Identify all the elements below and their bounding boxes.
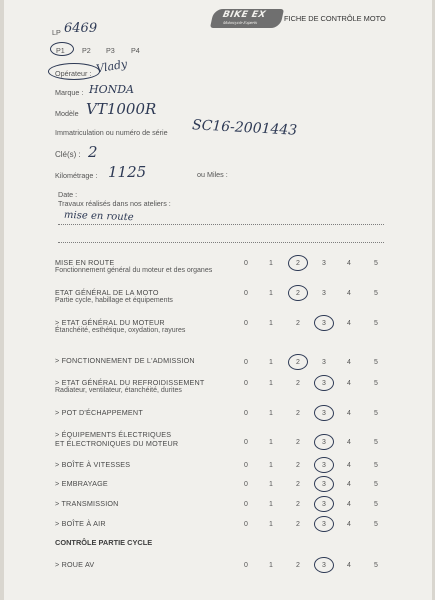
score-option: 3 — [322, 562, 326, 569]
miles-label: ou Miles : — [197, 170, 228, 179]
score-circle — [287, 254, 308, 271]
operateur-value: Vlady — [95, 57, 129, 76]
score-option: 5 — [374, 501, 378, 508]
page-p4: P4 — [131, 46, 140, 55]
row-title: > ROUE AV — [55, 560, 95, 569]
score-option: 4 — [347, 462, 351, 469]
score-option: 5 — [374, 462, 378, 469]
score-option: 4 — [347, 290, 351, 297]
score-option: 1 — [269, 521, 273, 528]
score-circle — [313, 495, 334, 512]
row-subtitle: Partie cycle, habillage et équipements — [55, 297, 173, 304]
score-circle — [314, 457, 334, 473]
travaux-value: mise en route — [63, 209, 134, 224]
kilometrage-value: 1125 — [108, 163, 147, 181]
row-title: > FONCTIONNEMENT DE L'ADMISSION — [55, 356, 195, 365]
score-option: 2 — [296, 380, 300, 387]
score-option: 2 — [296, 501, 300, 508]
score-option: 1 — [269, 359, 273, 366]
row-title: MISE EN ROUTE — [55, 258, 115, 267]
score-option: 0 — [244, 359, 248, 366]
score-option: 3 — [322, 380, 326, 387]
score-option: 5 — [374, 359, 378, 366]
score-option: 3 — [322, 320, 326, 327]
page-p1: P1 — [56, 46, 65, 55]
score-option: 3 — [322, 290, 326, 297]
score-option: 2 — [296, 359, 300, 366]
score-option: 3 — [322, 481, 326, 488]
score-option: 0 — [244, 260, 248, 267]
score-option: 0 — [244, 481, 248, 488]
score-option: 5 — [374, 410, 378, 417]
score-circle — [313, 433, 334, 450]
logo-text: BIKE EX — [221, 10, 267, 20]
marque-label: Marque : — [55, 88, 84, 97]
row-title: > POT D'ÉCHAPPEMENT — [55, 408, 143, 417]
score-option: 4 — [347, 481, 351, 488]
score-option: 4 — [347, 260, 351, 267]
row-title: > EMBRAYAGE — [55, 479, 108, 488]
travaux-line-2 — [58, 242, 384, 243]
lp-value: 6469 — [64, 21, 98, 36]
logo-subtext: Motorcycle Experts — [222, 20, 258, 25]
score-option: 4 — [347, 320, 351, 327]
section-partie-cycle: CONTRÔLE PARTIE CYCLE — [55, 538, 153, 547]
score-option: 4 — [347, 439, 351, 446]
score-option: 1 — [269, 439, 273, 446]
score-option: 0 — [244, 439, 248, 446]
row-title: > BOÎTE À AIR — [55, 519, 106, 528]
score-option: 0 — [244, 290, 248, 297]
score-option: 1 — [269, 410, 273, 417]
score-option: 2 — [296, 562, 300, 569]
travaux-line-1 — [58, 224, 384, 225]
score-option: 1 — [269, 462, 273, 469]
score-option: 4 — [347, 501, 351, 508]
score-option: 5 — [374, 380, 378, 387]
score-option: 1 — [269, 380, 273, 387]
score-circle — [314, 516, 334, 532]
score-option: 3 — [322, 501, 326, 508]
score-option: 2 — [296, 462, 300, 469]
score-option: 5 — [374, 439, 378, 446]
control-sheet — [4, 0, 432, 600]
cles-label: Clé(s) : — [55, 150, 81, 159]
row-title: ETAT GÉNÉRAL DE LA MOTO — [55, 288, 159, 297]
score-option: 2 — [296, 410, 300, 417]
score-option: 5 — [374, 562, 378, 569]
operateur-circle — [48, 63, 100, 80]
score-option: 3 — [322, 260, 326, 267]
score-option: 0 — [244, 380, 248, 387]
score-option: 2 — [296, 481, 300, 488]
score-option: 2 — [296, 290, 300, 297]
operateur-label: Opérateur : — [55, 69, 92, 78]
score-option: 1 — [269, 501, 273, 508]
score-option: 2 — [296, 320, 300, 327]
score-option: 2 — [296, 521, 300, 528]
score-option: 1 — [269, 481, 273, 488]
score-circle — [313, 475, 334, 492]
immatriculation-label: Immatriculation ou numéro de série — [55, 128, 168, 137]
score-circle — [314, 375, 334, 391]
score-option: 1 — [269, 320, 273, 327]
score-option: 3 — [322, 410, 326, 417]
row-subtitle: Radiateur, ventilateur, étanchéité, durites — [55, 387, 182, 394]
travaux-label: Travaux réalisés dans nos ateliers : — [58, 199, 171, 208]
date-label: Date : — [58, 190, 78, 199]
score-circle — [288, 285, 308, 301]
score-circle — [313, 556, 334, 573]
modele-label: Modèle — [55, 109, 79, 118]
score-option: 4 — [347, 410, 351, 417]
score-circle — [287, 353, 308, 370]
score-circle — [313, 314, 334, 331]
kilometrage-label: Kilométrage : — [55, 171, 98, 180]
page-p3: P3 — [106, 46, 115, 55]
score-option: 3 — [322, 359, 326, 366]
page-p2: P2 — [82, 46, 91, 55]
row-title: > ÉQUIPEMENTS ÉLECTRIQUES — [55, 430, 172, 439]
score-option: 3 — [322, 462, 326, 469]
score-option: 5 — [374, 260, 378, 267]
score-option: 4 — [347, 521, 351, 528]
score-option: 0 — [244, 562, 248, 569]
row-subtitle: Étanchéité, esthétique, oxydation, rayures — [55, 327, 186, 334]
row-title: > BOÎTE À VITESSES — [55, 460, 131, 469]
score-option: 5 — [374, 320, 378, 327]
score-option: 0 — [244, 462, 248, 469]
score-option: 1 — [269, 260, 273, 267]
score-option: 5 — [374, 481, 378, 488]
row-title: > TRANSMISSION — [55, 499, 119, 508]
score-option: 5 — [374, 521, 378, 528]
score-circle — [313, 404, 334, 421]
row-title: > ETAT GÉNÉRAL DU REFROIDISSEMENT — [55, 378, 205, 387]
score-option: 4 — [347, 380, 351, 387]
marque-value: HONDA — [89, 83, 134, 96]
score-option: 3 — [322, 439, 326, 446]
form-title: FICHE DE CONTRÔLE MOTO — [284, 14, 386, 23]
row-title: > ETAT GÉNÉRAL DU MOTEUR — [55, 318, 165, 327]
modele-value: VT1000R — [86, 100, 157, 118]
score-option: 0 — [244, 501, 248, 508]
score-option: 0 — [244, 410, 248, 417]
score-option: 2 — [296, 439, 300, 446]
cles-value: 2 — [88, 143, 98, 161]
bike-logo — [210, 9, 284, 28]
score-option: 5 — [374, 290, 378, 297]
score-option: 4 — [347, 562, 351, 569]
score-option: 1 — [269, 290, 273, 297]
row-subtitle: Fonctionnement général du moteur et des organes — [55, 267, 213, 274]
row-subtitle: ET ÉLECTRONIQUES DU MOTEUR — [55, 439, 179, 448]
immatriculation-value: SC16-2001443 — [191, 117, 298, 139]
score-option: 0 — [244, 320, 248, 327]
score-option: 2 — [296, 260, 300, 267]
page-p1-circle — [50, 42, 74, 56]
score-option: 4 — [347, 359, 351, 366]
score-option: 3 — [322, 521, 326, 528]
lp-label: LP — [52, 28, 61, 37]
score-option: 0 — [244, 521, 248, 528]
score-option: 1 — [269, 562, 273, 569]
